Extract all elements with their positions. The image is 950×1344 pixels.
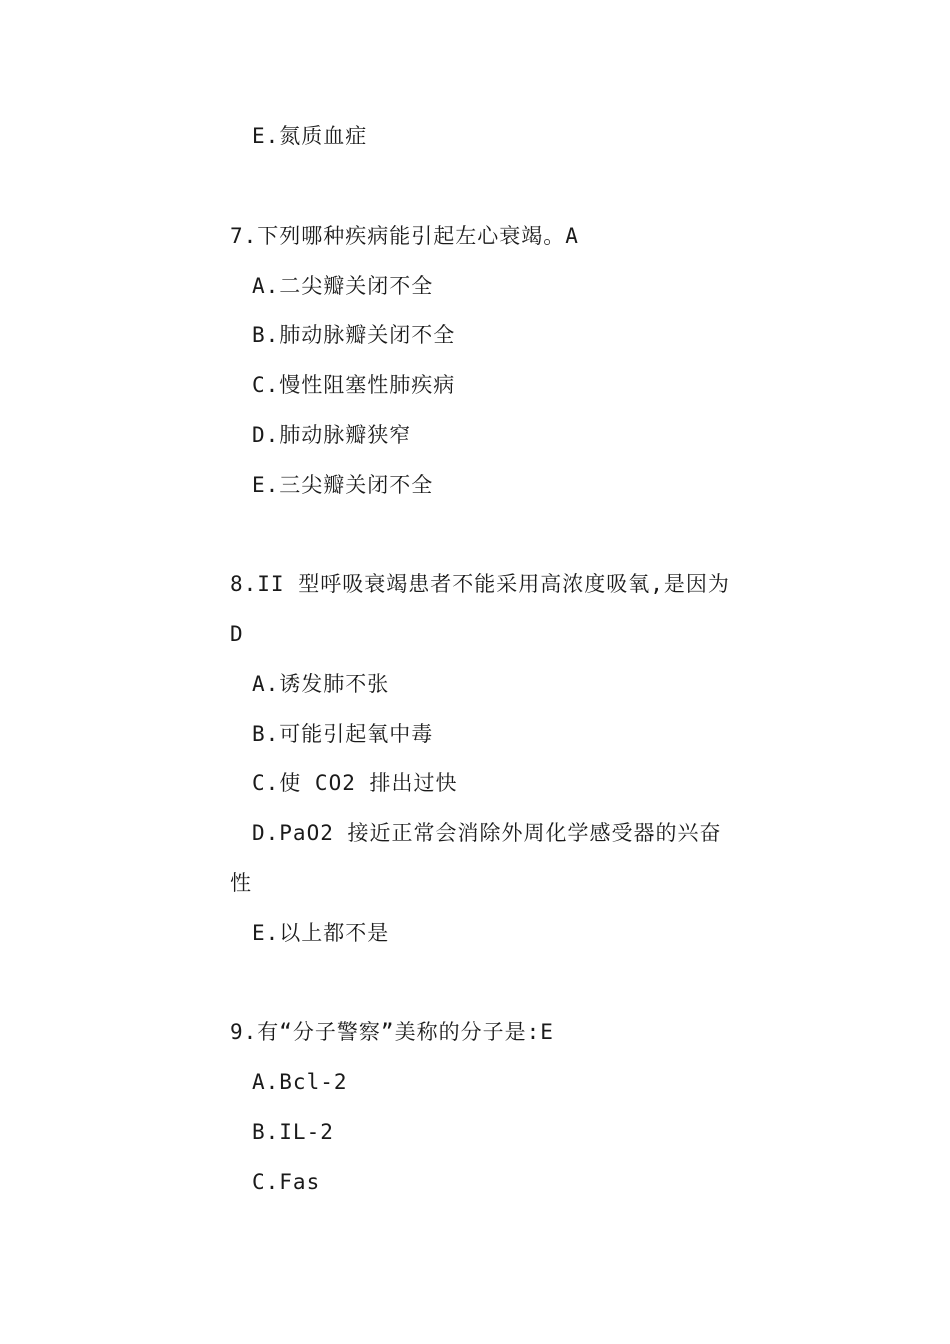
q7-question: 7.下列哪种疾病能引起左心衰竭。A (230, 224, 579, 248)
q9-option-a: A.Bcl-2 (252, 1070, 348, 1094)
q7-option-e: E.三尖瓣关闭不全 (252, 473, 434, 497)
q7-option-a: A.二尖瓣关闭不全 (252, 274, 434, 298)
q7-option-c: C.慢性阻塞性肺疾病 (252, 373, 456, 397)
q8-question: 8.II 型呼吸衰竭患者不能采用高浓度吸氧,是因为 (230, 572, 730, 596)
q7-option-b: B.肺动脉瓣关闭不全 (252, 323, 456, 347)
q8-option-a: A.诱发肺不张 (252, 672, 390, 696)
q9-question: 9.有“分子警察”美称的分子是:E (230, 1020, 554, 1044)
q9-option-c: C.Fas (252, 1170, 321, 1194)
q7-option-d: D.肺动脉瓣狭窄 (252, 423, 412, 447)
q8-option-e: E.以上都不是 (252, 921, 390, 945)
q9-option-b: B.IL-2 (252, 1120, 334, 1144)
q8-option-b: B.可能引起氧中毒 (252, 722, 434, 746)
q8-option-d: D.PaO2 接近正常会消除外周化学感受器的兴奋 (252, 821, 722, 845)
q8-option-c: C.使 CO2 排出过快 (252, 771, 458, 795)
q8-question-answer: D (230, 622, 244, 646)
q6-option-e: E.氮质血症 (252, 124, 368, 148)
q8-option-d-continued: 性 (230, 871, 252, 895)
